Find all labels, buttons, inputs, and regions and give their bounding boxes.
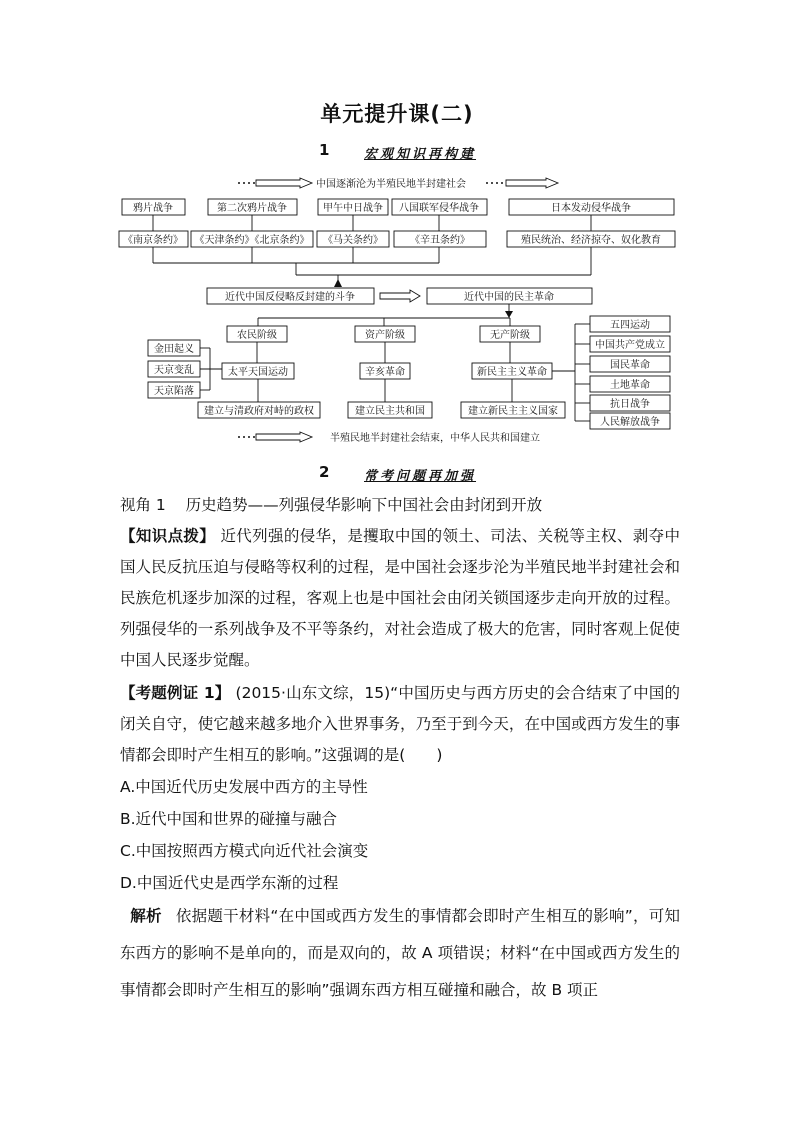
option-a: A.中国近代历史发展中西方的主导性 — [120, 778, 368, 796]
movement-box: 太平天国运动 — [228, 367, 288, 378]
war-box: 日本发动侵华战争 — [551, 203, 631, 214]
event-box: 抗日战争 — [610, 399, 650, 410]
section-1-label: 宏观知识再构建 — [364, 147, 477, 162]
example-text: (2015·山东文综，15)“中国历史与西方历史的会合结束了中国的闭关自守，使它越来越多地介入世界事务，乃至于到今天，在中国或西方发生的事情都会即时产生相互的影响。”这强调的是( ) — [120, 684, 680, 764]
class-box: 无产阶级 — [490, 330, 530, 341]
knowledge-lead: 【知识点拨】 — [120, 527, 216, 545]
treaty-box: 殖民统治、经济掠夺、奴化教育 — [521, 235, 661, 246]
event-box: 五四运动 — [610, 320, 650, 331]
results-row — [198, 402, 565, 418]
analysis-paragraph — [120, 898, 680, 1009]
middle-row — [207, 288, 592, 304]
option-b: B.近代中国和世界的碰撞与融合 — [120, 810, 338, 828]
movement-box: 辛亥革命 — [365, 367, 405, 378]
treaty-box: 《马关条约》 — [323, 235, 383, 246]
section-2-label: 常考问题再加强 — [364, 469, 477, 484]
war-box: 甲午中日战争 — [323, 203, 383, 214]
peasant-events — [148, 340, 200, 398]
result-box: 建立与清政府对峙的政权 — [204, 406, 314, 417]
bottom-progression-arrow — [238, 431, 540, 444]
movements-row — [222, 363, 552, 379]
classes-row — [227, 326, 540, 342]
war-box: 鸦片战争 — [133, 203, 173, 214]
treaty-box: 《南京条约》 — [123, 235, 183, 246]
event-box: 土地革命 — [610, 380, 650, 391]
event-box: 国民革命 — [610, 360, 650, 371]
result-box: 建立新民主主义国家 — [468, 406, 558, 417]
section-1-number: 1 — [319, 141, 330, 159]
option-d: D.中国近代史是西学东渐的过程 — [120, 874, 339, 892]
event-box: 人民解放战争 — [600, 417, 660, 428]
event-box: 中国共产党成立 — [595, 340, 665, 351]
result-box: 建立民主共和国 — [355, 406, 425, 417]
class-box: 资产阶级 — [365, 330, 405, 341]
history-flow-diagram — [0, 0, 794, 460]
wars-row — [122, 199, 674, 215]
movement-box: 新民主主义革命 — [477, 367, 547, 378]
option-c: C.中国按照西方模式向近代社会演变 — [120, 842, 369, 860]
class-box: 农民阶级 — [237, 330, 277, 341]
proletariat-events — [590, 316, 670, 429]
treaties-row — [119, 231, 675, 247]
analysis-lead: 解析 — [130, 907, 162, 925]
knowledge-paragraph — [120, 521, 680, 676]
bottom-arrow-text: 半殖民地半封建社会结束，中华人民共和国建立 — [330, 433, 540, 444]
top-arrow-text: 中国逐渐沦为半殖民地半封建社会 — [316, 179, 466, 190]
example-lead: 【考题例证 1】 — [120, 684, 231, 702]
treaty-box: 《辛丑条约》 — [410, 235, 470, 246]
revolution-box: 近代中国的民主革命 — [464, 292, 554, 303]
event-box: 天京变乱 — [154, 365, 194, 376]
section-2-number: 2 — [319, 463, 330, 481]
event-box: 金田起义 — [154, 344, 194, 355]
analysis-text: 依据题干材料“在中国或西方发生的事情都会即时产生相互的影响”，可知东西方的影响不是单向的，而是双向的，故 A 项错误；材料“在中国或西方发生的事情都会即时产生相互的影响”强调东西方相互碰撞和融合，故 B 项正 — [120, 907, 680, 999]
angle-label: 视角 1 — [120, 496, 166, 514]
knowledge-text: 近代列强的侵华，是攫取中国的领土、司法、关税等主权、剥夺中国人民反抗压迫与侵略等权利的过程，是中国社会逐步沦为半殖民地半封建社会和民族危机逐步加深的过程，客观上也是中国社会由闭关锁国逐步走向开放的过程。列强侵华的一系列战争及不平等条约，对社会造成了极大的危害，同时客观上促使中国人民逐步觉醒。 — [120, 527, 680, 669]
treaty-box: 《天津条约》《北京条约》 — [194, 235, 310, 246]
angle-heading — [120, 493, 542, 515]
struggle-box: 近代中国反侵略反封建的斗争 — [225, 292, 355, 303]
page-title: 单元提升课(二) — [320, 102, 474, 126]
example-paragraph — [120, 678, 680, 771]
event-box: 天京陷落 — [154, 386, 194, 397]
top-progression-arrow — [238, 177, 558, 190]
war-box: 八国联军侵华战争 — [399, 203, 479, 214]
war-box: 第二次鸦片战争 — [217, 203, 287, 214]
angle-text: 历史趋势——列强侵华影响下中国社会由封闭到开放 — [185, 496, 543, 514]
